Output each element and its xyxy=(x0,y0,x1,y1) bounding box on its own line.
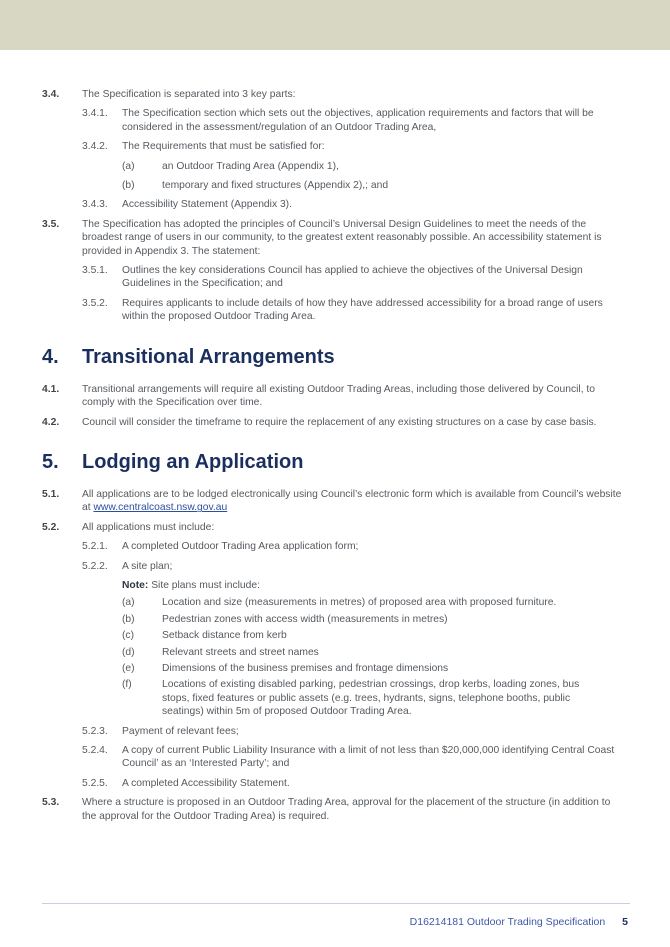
clause-text: All applications must include: xyxy=(82,521,215,533)
clause-number: 5.2. xyxy=(42,521,60,533)
heading-text: Transitional Arrangements xyxy=(82,345,335,368)
clause-text-body: All applications are to be lodged electronically using Council’s electronic form which is available from Council’s website at xyxy=(82,488,622,514)
clause-number: 5.2.2. xyxy=(82,560,108,572)
heading-number: 4. xyxy=(42,345,59,368)
clause-text: Council will consider the timeframe to require the replacement of any existing structures on a case by case basis. xyxy=(82,416,597,428)
council-website-link[interactable]: www.centralcoast.nsw.gov.au xyxy=(93,502,228,514)
clause-5-2-3 xyxy=(42,725,627,738)
clause-5-2-5 xyxy=(42,777,627,790)
page-number: 5 xyxy=(622,916,628,928)
item-letter: (f) xyxy=(122,679,132,691)
clause-text: Outlines the key considerations Council has applied to achieve the objectives of the Universal Design Guidelines in the Specification; and xyxy=(122,265,583,290)
item-letter: (d) xyxy=(122,646,135,658)
note-label: Note: xyxy=(122,579,149,591)
clause-3-4-3 xyxy=(42,198,627,211)
clause-text: A site plan; xyxy=(122,560,173,572)
clause-number: 3.5. xyxy=(42,218,60,230)
item-text: Pedestrian zones with access width (measurements in metres) xyxy=(162,613,448,625)
clause-number: 3.4. xyxy=(42,89,60,100)
clause-number: 5.3. xyxy=(42,797,60,809)
item-letter: (e) xyxy=(122,662,135,674)
site-plan-item-e xyxy=(42,662,627,675)
clause-number: 3.5.1. xyxy=(82,265,108,277)
clause-number: 5.2.4. xyxy=(82,745,108,756)
site-plan-item-d xyxy=(42,646,627,659)
clause-text: The Requirements that must be satisfied for: xyxy=(122,141,325,153)
section-heading-4 xyxy=(42,345,627,369)
item-letter: (c) xyxy=(122,630,135,642)
clause-number: 5.2.5. xyxy=(82,777,108,789)
clause-number: 3.5.2. xyxy=(82,297,108,309)
clause-text: The Specification section which sets out the objectives, application requirements and factors that will be considered in the assessment/regulation of an Outdoor Trading Area, xyxy=(122,108,594,133)
clause-3-4-2-b xyxy=(42,179,627,192)
clause-5-2-1 xyxy=(42,540,627,553)
page-footer xyxy=(410,916,628,928)
clause-text: Payment of relevant fees; xyxy=(122,725,239,737)
clause-number: 5.1. xyxy=(42,488,60,500)
document-reference: D16214181 Outdoor Trading Specification xyxy=(409,916,606,928)
clause-text: The Specification has adopted the principles of Council’s Universal Design Guidelines to meet the needs of the broadest range of users in our community, to the greatest extent reasonably possible. An accessibility statement is provided in Appendix 3. The statement: xyxy=(82,218,602,257)
clause-text: Requires applicants to include details of how they have addressed accessibility for a broad range of users within the proposed Outdoor Trading Area. xyxy=(122,297,603,323)
note-text: Site plans must include: xyxy=(151,579,260,591)
clause-3-5-2 xyxy=(42,297,627,324)
item-letter: (a) xyxy=(122,597,135,609)
clause-5-2 xyxy=(42,521,627,534)
clause-5-3 xyxy=(42,796,627,823)
item-text: Location and size (measurements in metres) of proposed area with proposed furniture. xyxy=(162,597,557,609)
clause-text: A completed Accessibility Statement. xyxy=(122,777,290,789)
header-band xyxy=(0,0,670,50)
clause-3-5 xyxy=(42,218,627,258)
item-text: Relevant streets and street names xyxy=(162,646,319,658)
clause-3-5-1 xyxy=(42,264,627,291)
clause-number: (a) xyxy=(122,160,135,172)
item-text: Setback distance from kerb xyxy=(162,630,287,642)
site-plan-item-a xyxy=(42,596,627,609)
clause-3-4 xyxy=(42,88,627,101)
site-plan-item-c xyxy=(42,629,627,642)
heading-text: Lodging an Application xyxy=(82,450,304,473)
clause-number: 3.4.2. xyxy=(82,141,108,153)
clause-3-4-1 xyxy=(42,107,627,134)
clause-5-1 xyxy=(42,488,627,515)
clause-text: temporary and fixed structures (Appendix 2),; and xyxy=(162,180,389,192)
clause-number: 3.4.1. xyxy=(82,108,108,120)
clause-3-4-2 xyxy=(42,140,627,153)
clause-text: A copy of current Public Liability Insurance with a limit of not less than $20,000,000 identifying Central Coast Council’ as an ‘Interested Party’; and xyxy=(122,745,615,770)
footer-divider xyxy=(42,903,630,904)
clause-text: Accessibility Statement (Appendix 3). xyxy=(122,199,292,211)
clause-4-2 xyxy=(42,416,627,429)
heading-number: 5. xyxy=(42,450,59,473)
clause-text: A completed Outdoor Trading Area application form; xyxy=(122,541,359,553)
clause-number: 3.4.3. xyxy=(82,199,108,211)
clause-number: 5.2.1. xyxy=(82,541,108,553)
item-letter: (b) xyxy=(122,613,135,625)
section-heading-5 xyxy=(42,450,627,474)
clause-text: The Specification is separated into 3 key parts: xyxy=(82,89,296,100)
site-plan-item-b xyxy=(42,613,627,626)
item-text: Dimensions of the business premises and frontage dimensions xyxy=(162,662,449,674)
document-body xyxy=(42,88,627,823)
clause-number: 5.2.3. xyxy=(82,725,108,737)
item-text: Locations of existing disabled parking, pedestrian crossings, drop kerbs, loading zones, bus stops, fixed features or public assets (e.g. trees, hydrants, signs, telephone booths, public seatings) within 5m of proposed Outdoor Trading Area. xyxy=(162,679,580,718)
clause-5-2-2 xyxy=(42,560,627,573)
site-plan-item-f xyxy=(42,678,627,718)
clause-number: 4.1. xyxy=(42,383,60,395)
site-plan-note xyxy=(42,579,627,592)
clause-text: Transitional arrangements will require all existing Outdoor Trading Areas, including those delivered by Council, to comply with the Specification over time. xyxy=(82,383,596,409)
clause-text xyxy=(82,488,627,515)
clause-5-2-4 xyxy=(42,744,627,771)
clause-number: 4.2. xyxy=(42,416,60,428)
clause-number: (b) xyxy=(122,180,135,192)
clause-text: Where a structure is proposed in an Outdoor Trading Area, approval for the placement of the structure (in addition to the approval for the Outdoor Trading Area) is required. xyxy=(82,797,611,822)
clause-text: an Outdoor Trading Area (Appendix 1), xyxy=(162,160,339,172)
clause-4-1 xyxy=(42,383,627,410)
clause-3-4-2-a xyxy=(42,160,627,173)
